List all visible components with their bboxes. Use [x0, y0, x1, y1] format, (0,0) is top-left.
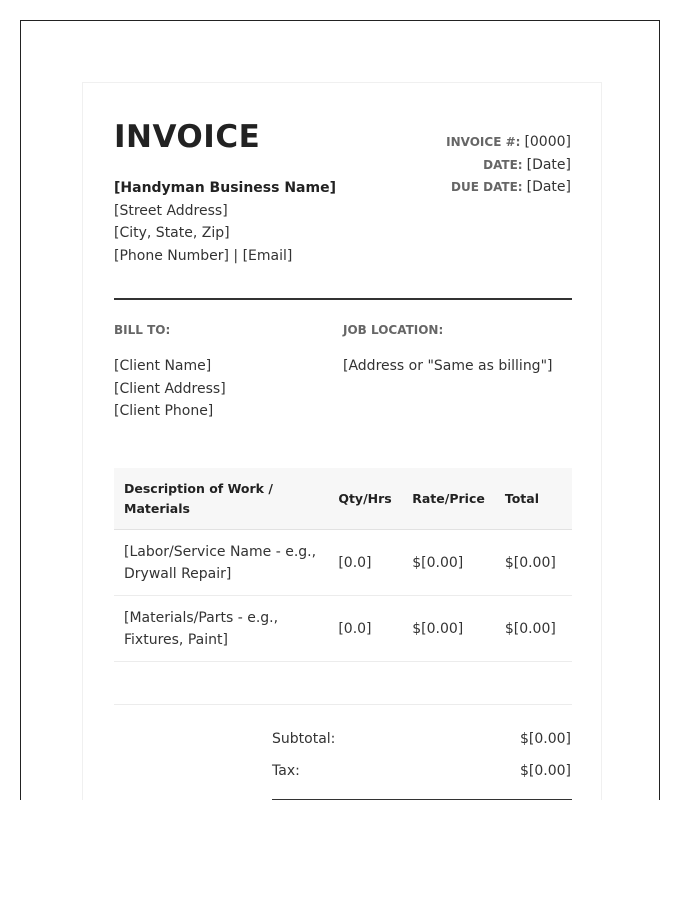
tax-value: $[0.00] — [519, 763, 571, 779]
header-qty: Qty/Hrs — [328, 468, 402, 530]
invoice-meta — [446, 131, 571, 199]
business-info — [114, 177, 336, 267]
table-end-divider — [114, 704, 572, 705]
table-row — [114, 596, 572, 662]
invoice-due-label: DUE DATE: — [451, 180, 523, 194]
invoice-title: INVOICE — [114, 119, 261, 155]
job-location-label: JOB LOCATION: — [343, 323, 444, 337]
row-qty: [0.0] — [328, 596, 402, 662]
client-name: [Client Name] — [114, 358, 212, 374]
header-description: Description of Work / Materials — [114, 468, 328, 530]
invoice-number-value: [0000] — [524, 134, 571, 150]
row-total: $[0.00] — [495, 596, 572, 662]
document-frame — [20, 20, 660, 800]
business-street: [Street Address] — [114, 202, 228, 219]
header-divider — [114, 298, 572, 300]
job-location-value: [Address or "Same as billing"] — [343, 358, 553, 374]
invoice-date-label: DATE: — [483, 157, 523, 172]
business-contact: [Phone Number] | [Email] — [114, 247, 293, 264]
invoice-sheet — [82, 82, 602, 800]
invoice-date-value: [Date] — [526, 156, 571, 173]
table-header-row — [114, 468, 572, 530]
header-rate: Rate/Price — [402, 468, 495, 530]
header-total: Total — [495, 468, 572, 530]
line-items-table — [114, 468, 572, 662]
totals-divider — [272, 799, 572, 800]
subtotal-label: Subtotal: — [272, 731, 336, 747]
row-total: $[0.00] — [495, 530, 572, 596]
invoice-number-row — [446, 131, 571, 154]
row-rate: $[0.00] — [402, 530, 495, 596]
business-city: [City, State, Zip] — [114, 225, 230, 241]
invoice-number-label: INVOICE #: — [446, 135, 521, 149]
business-name: [Handyman Business Name] — [114, 180, 336, 196]
client-address: [Client Address] — [114, 380, 226, 397]
client-phone: [Client Phone] — [114, 403, 214, 419]
row-description: [Materials/Parts - e.g., Fixtures, Paint] — [114, 596, 328, 662]
subtotal-value: $[0.00] — [519, 731, 571, 747]
row-description: [Labor/Service Name - e.g., Drywall Repair] — [114, 530, 328, 596]
bill-to-block — [114, 355, 226, 423]
bill-to-label: BILL TO: — [114, 323, 171, 337]
invoice-date-row — [446, 154, 571, 177]
row-rate: $[0.00] — [402, 596, 495, 662]
invoice-due-row — [446, 176, 571, 199]
row-qty: [0.0] — [328, 530, 402, 596]
invoice-due-value: [Date] — [526, 179, 571, 195]
table-row — [114, 530, 572, 596]
tax-label: Tax: — [272, 763, 300, 779]
